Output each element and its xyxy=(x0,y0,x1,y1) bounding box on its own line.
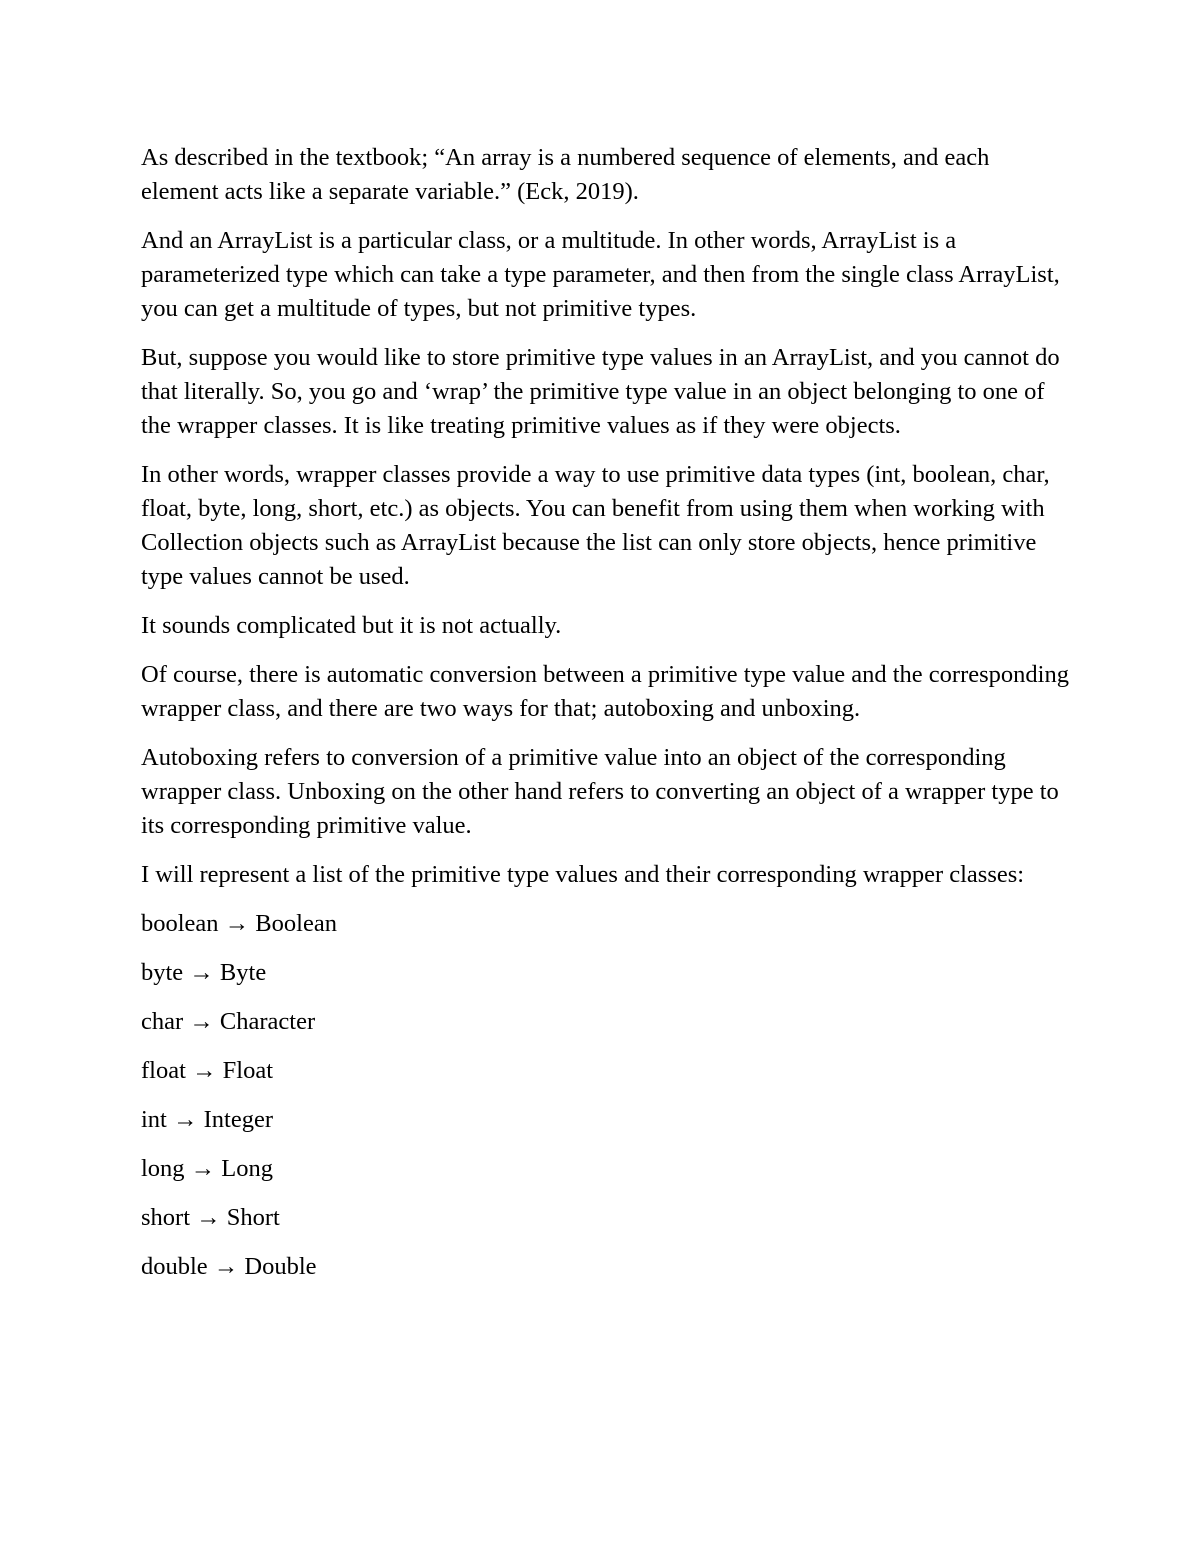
mapping-int: int → Integer xyxy=(141,1106,273,1133)
paragraph-array-definition: As described in the textbook; “An array is a numbered sequence of elements, and each element acts like a separate variable.” (Eck, 2019). xyxy=(141,144,990,205)
paragraph-arraylist: And an ArrayList is a particular class, or a multitude. In other words, ArrayList is a parameterized type which can take a type parameter, and then from the single class ArrayList, you can get a multitude of types, but not primitive types. xyxy=(141,227,1060,322)
mapping-boolean: boolean → Boolean xyxy=(141,910,337,937)
mapping-double: double → Double xyxy=(141,1253,317,1280)
mapping-short: short → Short xyxy=(141,1204,280,1231)
mapping-char: char → Character xyxy=(141,1008,316,1035)
mapping-byte: byte → Byte xyxy=(141,959,267,986)
mapping-long: long → Long xyxy=(141,1155,274,1182)
paragraph-complicated: It sounds complicated but it is not actually. xyxy=(141,612,562,639)
paragraph-wrap-primitive: But, suppose you would like to store primitive type values in an ArrayList, and you cannot do that literally. So, you go and ‘wrap’ the primitive type value in an object belonging to one of the wrapper classes. It is like treating primitive values as if they were objects. xyxy=(141,344,1060,439)
paragraph-list-intro: I will represent a list of the primitive type values and their corresponding wrapper classes: xyxy=(141,861,1025,888)
mapping-float: float → Float xyxy=(141,1057,274,1084)
paragraph-conversion: Of course, there is automatic conversion between a primitive type value and the corresponding wrapper class, and there are two ways for that; autoboxing and unboxing. xyxy=(141,661,1069,722)
paragraph-autoboxing: Autoboxing refers to conversion of a primitive value into an object of the corresponding wrapper class. Unboxing on the other hand refers to converting an object of a wrapper type to its corresponding primitive value. xyxy=(141,744,1059,839)
document-body xyxy=(141,141,1071,1299)
paragraph-wrapper-classes: In other words, wrapper classes provide a way to use primitive data types (int, boolean, char, float, byte, long, short, etc.) as objects. You can benefit from using them when working with Collection objects such as ArrayList because the list can only store objects, hence primitive type values cannot be used. xyxy=(141,461,1050,590)
